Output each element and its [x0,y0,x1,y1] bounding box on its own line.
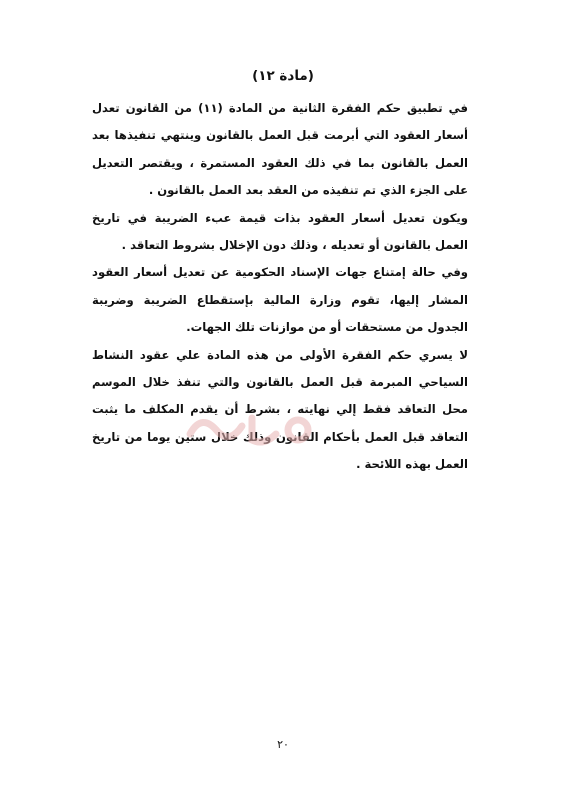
paragraph-2: ويكون تعديل أسعار العقود بذات قيمة عبء الضريبة في تاريخ العمل بالقانون أو تعديله ، وذلك دون الإخلال بشروط التعاقد . [92,210,468,253]
paragraph-3: وفي حالة إمتناع جهات الإسناد الحكومية عن تعديل أسعار العقود المشار إليها، تقوم وزارة المالية بإستقطاع الضريبة وضريبة الجدول من مستحقات أو من موازنات تلك الجهات. [92,265,468,335]
article-heading: (مادة ١٢) [252,68,314,84]
page-number: ٢٠ [277,738,289,751]
paragraph-1: في تطبيق حكم الفقرة الثانية من المادة (١١) من القانون تعدل أسعار العقود التي أبرمت قبل العمل بالقانون وينتهي تنفيذها بعد العمل بالقانون بما في ذلك العقود المستمرة ، ويقتصر التعديل على الجزء الذي تم تنفيذه من العقد بعد العمل بالقانون . [92,101,468,198]
article-body [92,95,468,479]
paragraph-4: لا يسري حكم الفقرة الأولى من هذه المادة علي عقود النشاط السياحي المبرمة قبل العمل بالقانون والتي تنفذ خلال الموسم محل التعاقد فقط إلي نهايته ، بشرط أن يقدم المكلف ما يثبت التعاقد قبل العمل بأحكام القانون وذلك خلال ستين يوما من تاريخ العمل بهذه اللائحة . [92,347,468,472]
